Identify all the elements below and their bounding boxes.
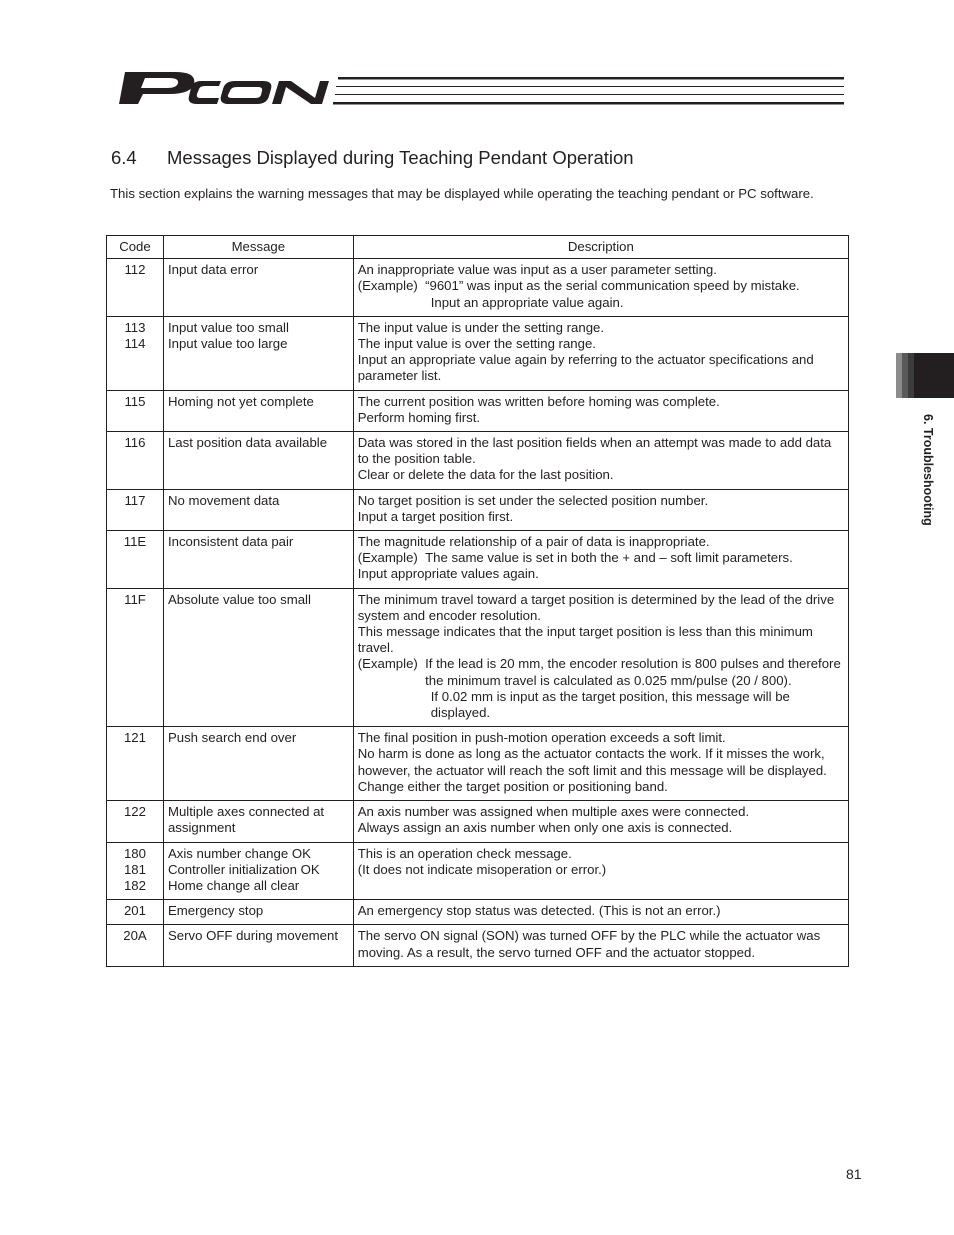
description-line: Clear or delete the data for the last position.: [357, 467, 614, 483]
header-description: Description: [353, 236, 848, 259]
code-value: 122: [123, 804, 146, 820]
message-text: Input data error: [167, 262, 259, 278]
code-cell: [107, 842, 164, 900]
table-row: [107, 588, 849, 727]
description-cell: [353, 432, 848, 490]
description-line: Perform homing first.: [357, 409, 481, 425]
code-cell: [107, 316, 164, 390]
message-cell: [163, 925, 353, 966]
description-cell: [353, 801, 848, 842]
description-line: Always assign an axis number when only one axis is connected.: [357, 820, 733, 836]
code-cell: [107, 259, 164, 317]
example-line: [358, 278, 844, 294]
code-cell: [107, 432, 164, 490]
table-row: [107, 925, 849, 966]
code-cell: [107, 900, 164, 925]
example-text: “9601” was input as the serial communication speed by mistake.: [425, 278, 800, 294]
message-text: Homing not yet complete: [167, 393, 314, 409]
intro-paragraph: This section explains the warning messages that may be displayed while operating the teaching pendant or PC software.: [110, 186, 814, 201]
description-line: If 0.02 mm is input as the target position, this message will be displayed.: [430, 688, 790, 721]
description-line: The minimum travel toward a target position is determined by the lead of the drive system and encoder resolution.: [357, 591, 835, 623]
description-line: Input appropriate values again.: [357, 566, 539, 582]
message-cell: [163, 842, 353, 900]
description-line: The input value is under the setting range.: [357, 319, 605, 335]
message-cell: [163, 316, 353, 390]
example-label: (Example): [357, 656, 426, 672]
code-cell: [107, 727, 164, 801]
description-cell: [353, 727, 848, 801]
section-title: Messages Displayed during Teaching Pendant Operation: [167, 147, 634, 168]
message-cell: [163, 489, 353, 530]
table-row: [107, 432, 849, 490]
description-line: Change either the target position or positioning band.: [357, 778, 668, 794]
table-row: [107, 842, 849, 900]
table-row: [107, 316, 849, 390]
description-line: This is an operation check message.: [357, 845, 572, 861]
table-row: [107, 489, 849, 530]
message-text: Absolute value too small: [167, 591, 311, 607]
code-cell: [107, 489, 164, 530]
table-header-row: [107, 236, 849, 259]
description-cell: [353, 842, 848, 900]
description-line: Input an appropriate value again.: [430, 294, 624, 310]
description-cell: [353, 925, 848, 966]
header-code: Code: [107, 236, 164, 259]
table-row: [107, 390, 849, 431]
message-text: Servo OFF during movement: [167, 928, 338, 944]
code-cell: [107, 588, 164, 727]
message-cell: [163, 900, 353, 925]
example-text: The same value is set in both the + and – soft limit parameters.: [425, 550, 793, 566]
table-row: [107, 801, 849, 842]
chapter-side-label: 6. Troubleshooting: [921, 414, 935, 526]
message-cell: [163, 588, 353, 727]
table-row: [107, 900, 849, 925]
code-value: 115: [124, 393, 146, 409]
message-table: [106, 235, 849, 967]
description-cell: [353, 316, 848, 390]
description-line: The magnitude relationship of a pair of data is inappropriate.: [357, 534, 710, 550]
description-line: An emergency stop status was detected. (This is not an error.): [357, 903, 721, 919]
description-line: The servo ON signal (SON) was turned OFF by the PLC while the actuator was moving. As a result, the servo turned OFF and the actuator stopped.: [357, 928, 821, 960]
message-text: Inconsistent data pair: [167, 534, 294, 550]
example-text: If the lead is 20 mm, the encoder resolution is 800 pulses and therefore the minimum travel is calculated as 0.025 mm/pulse (20 / 800).: [425, 656, 841, 688]
description-line: (It does not indicate misoperation or error.): [357, 861, 607, 877]
description-cell: [353, 489, 848, 530]
code-value: 114: [124, 336, 146, 352]
code-value: 20A: [123, 928, 147, 944]
description-line: Input an appropriate value again by referring to the actuator specifications and parameter list.: [357, 352, 814, 384]
code-cell: [107, 801, 164, 842]
code-value: 11E: [123, 534, 147, 550]
header-message: Message: [163, 236, 353, 259]
message-text: Axis number change OK: [167, 845, 311, 861]
message-text: Last position data available: [167, 435, 328, 451]
description-cell: [353, 531, 848, 589]
code-value: 112: [124, 262, 146, 278]
code-value: 182: [123, 877, 146, 893]
table-row: [107, 727, 849, 801]
table-row: [107, 259, 849, 317]
description-line: Input a target position first.: [357, 508, 514, 524]
message-cell: [163, 531, 353, 589]
example-label: (Example): [357, 278, 426, 294]
message-cell: [163, 390, 353, 431]
chapter-tab: [896, 353, 954, 398]
example-label: (Example): [357, 550, 426, 566]
message-text: Input value too small: [167, 319, 289, 335]
table-row: [107, 531, 849, 589]
example-line: [358, 550, 844, 566]
description-line: No target position is set under the selected position number.: [357, 492, 709, 508]
description-line: Data was stored in the last position fields when an attempt was made to add data to the position table.: [357, 435, 832, 467]
message-cell: [163, 801, 353, 842]
message-text: Push search end over: [167, 730, 297, 746]
section-heading: [111, 147, 634, 169]
description-cell: [353, 259, 848, 317]
description-line: The final position in push-motion operation exceeds a soft limit.: [357, 730, 726, 746]
code-cell: [107, 531, 164, 589]
page-number: 81: [846, 1166, 862, 1182]
code-value: 116: [124, 435, 146, 451]
message-text: Input value too large: [167, 336, 288, 352]
code-value: 117: [124, 492, 146, 508]
code-cell: [107, 925, 164, 966]
message-text: Multiple axes connected at assignment: [167, 804, 325, 836]
description-line: This message indicates that the input target position is less than this minimum travel.: [357, 624, 813, 656]
code-value: 181: [123, 861, 146, 877]
code-value: 201: [123, 903, 146, 919]
section-number: 6.4: [111, 147, 137, 168]
description-line: The input value is over the setting range.: [357, 336, 596, 352]
message-text: No movement data: [167, 492, 280, 508]
code-value: 11F: [124, 591, 146, 607]
message-cell: [163, 259, 353, 317]
description-line: An axis number was assigned when multiple axes were connected.: [357, 804, 750, 820]
code-value: 121: [123, 730, 146, 746]
message-text: Home change all clear: [167, 877, 300, 893]
description-cell: [353, 900, 848, 925]
description-cell: [353, 390, 848, 431]
message-cell: [163, 432, 353, 490]
message-text: Emergency stop: [167, 903, 264, 919]
code-cell: [107, 390, 164, 431]
description-line: An inappropriate value was input as a user parameter setting.: [357, 262, 717, 278]
description-line: No harm is done as long as the actuator contacts the work. If it misses the work, however, the actuator will reach the soft limit and this message will be displayed.: [357, 746, 827, 778]
code-value: 113: [124, 319, 146, 335]
description-line: The current position was written before homing was complete.: [357, 393, 720, 409]
description-cell: [353, 588, 848, 727]
pcon-logo: [117, 64, 844, 108]
message-cell: [163, 727, 353, 801]
message-text: Controller initialization OK: [167, 861, 320, 877]
code-value: 180: [123, 845, 146, 861]
example-line: [358, 656, 844, 688]
